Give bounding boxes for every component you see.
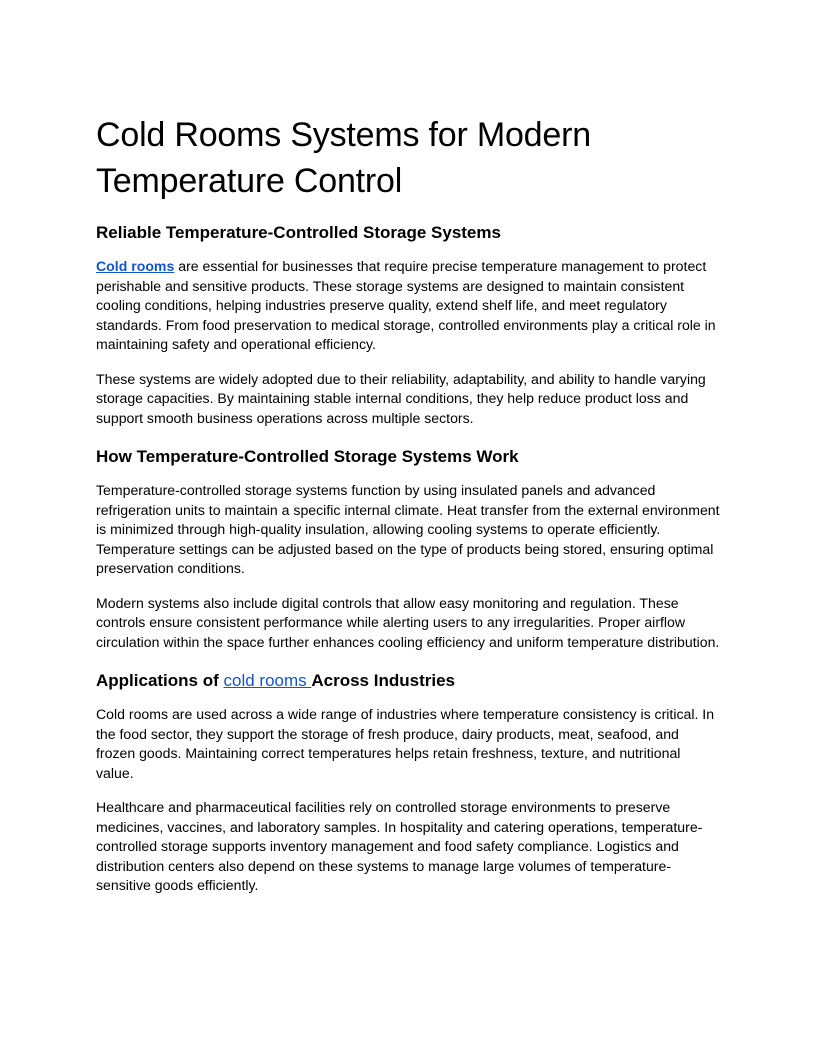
paragraph-function: Temperature-controlled storage systems function by using insulated panels and advanced refrigeration units to maintain a specific internal climate. Heat transfer from the external environment is minimized through high-quality insulation, allowing cooling systems to operate efficiently. Temperature settings can be adjusted based on the type of products being stored, ensuring optimal preservation conditions.: [96, 482, 720, 576]
section-heading-reliable-storage: Reliable Temperature-Controlled Storage Systems: [96, 223, 501, 242]
document-title: Cold Rooms Systems for Modern Temperature Control: [96, 116, 591, 200]
paragraph-healthcare: Healthcare and pharmaceutical facilities rely on controlled storage environments to preserve medicines, vaccines, and laboratory samples. In hospitality and catering operations, temperature-controlled storage supports inventory management and food safety compliance. Logistics and distribution centers also depend on these systems to manage large volumes of temperature-sensitive goods efficiently.: [96, 799, 703, 893]
paragraph-industries: Cold rooms are used across a wide range of industries where temperature consistency is critical. In the food sector, they support the storage of fresh produce, dairy products, meat, seafood, and frozen goods. Maintaining correct temperatures helps retain freshness, texture, and nutritional value.: [96, 706, 715, 781]
paragraph-text: are essential for businesses that require precise temperature management to protect perishable and sensitive products. These storage systems are designed to maintain consistent cooling conditions, helping industries preserve quality, extend shelf life, and meet regulatory standards. From food preservation to medical storage, controlled environments play a critical role in maintaining safety and operational efficiency.: [96, 258, 716, 352]
document-page: [96, 112, 720, 911]
heading-prefix: Applications of: [96, 671, 224, 690]
paragraph-digital-controls: Modern systems also include digital controls that allow easy monitoring and regulation. These controls ensure consistent performance while alerting users to any irregularities. Proper airflow circulation within the space further enhances cooling efficiency and uniform temperature distribution.: [96, 594, 720, 650]
heading-suffix: Across Industries: [311, 671, 455, 690]
cold-rooms-heading-link[interactable]: cold rooms: [223, 671, 312, 690]
section-heading-applications: [96, 669, 720, 693]
paragraph-adoption: These systems are widely adopted due to their reliability, adaptability, and ability to handle varying storage capacities. By maintaining stable internal conditions, they help reduce product loss and support smooth business operations across multiple sectors.: [96, 370, 706, 426]
paragraph-cold-rooms-intro: [96, 257, 720, 355]
section-heading-how-it-works: How Temperature-Controlled Storage Systems Work: [96, 447, 519, 466]
cold-rooms-link[interactable]: Cold rooms: [96, 258, 175, 274]
